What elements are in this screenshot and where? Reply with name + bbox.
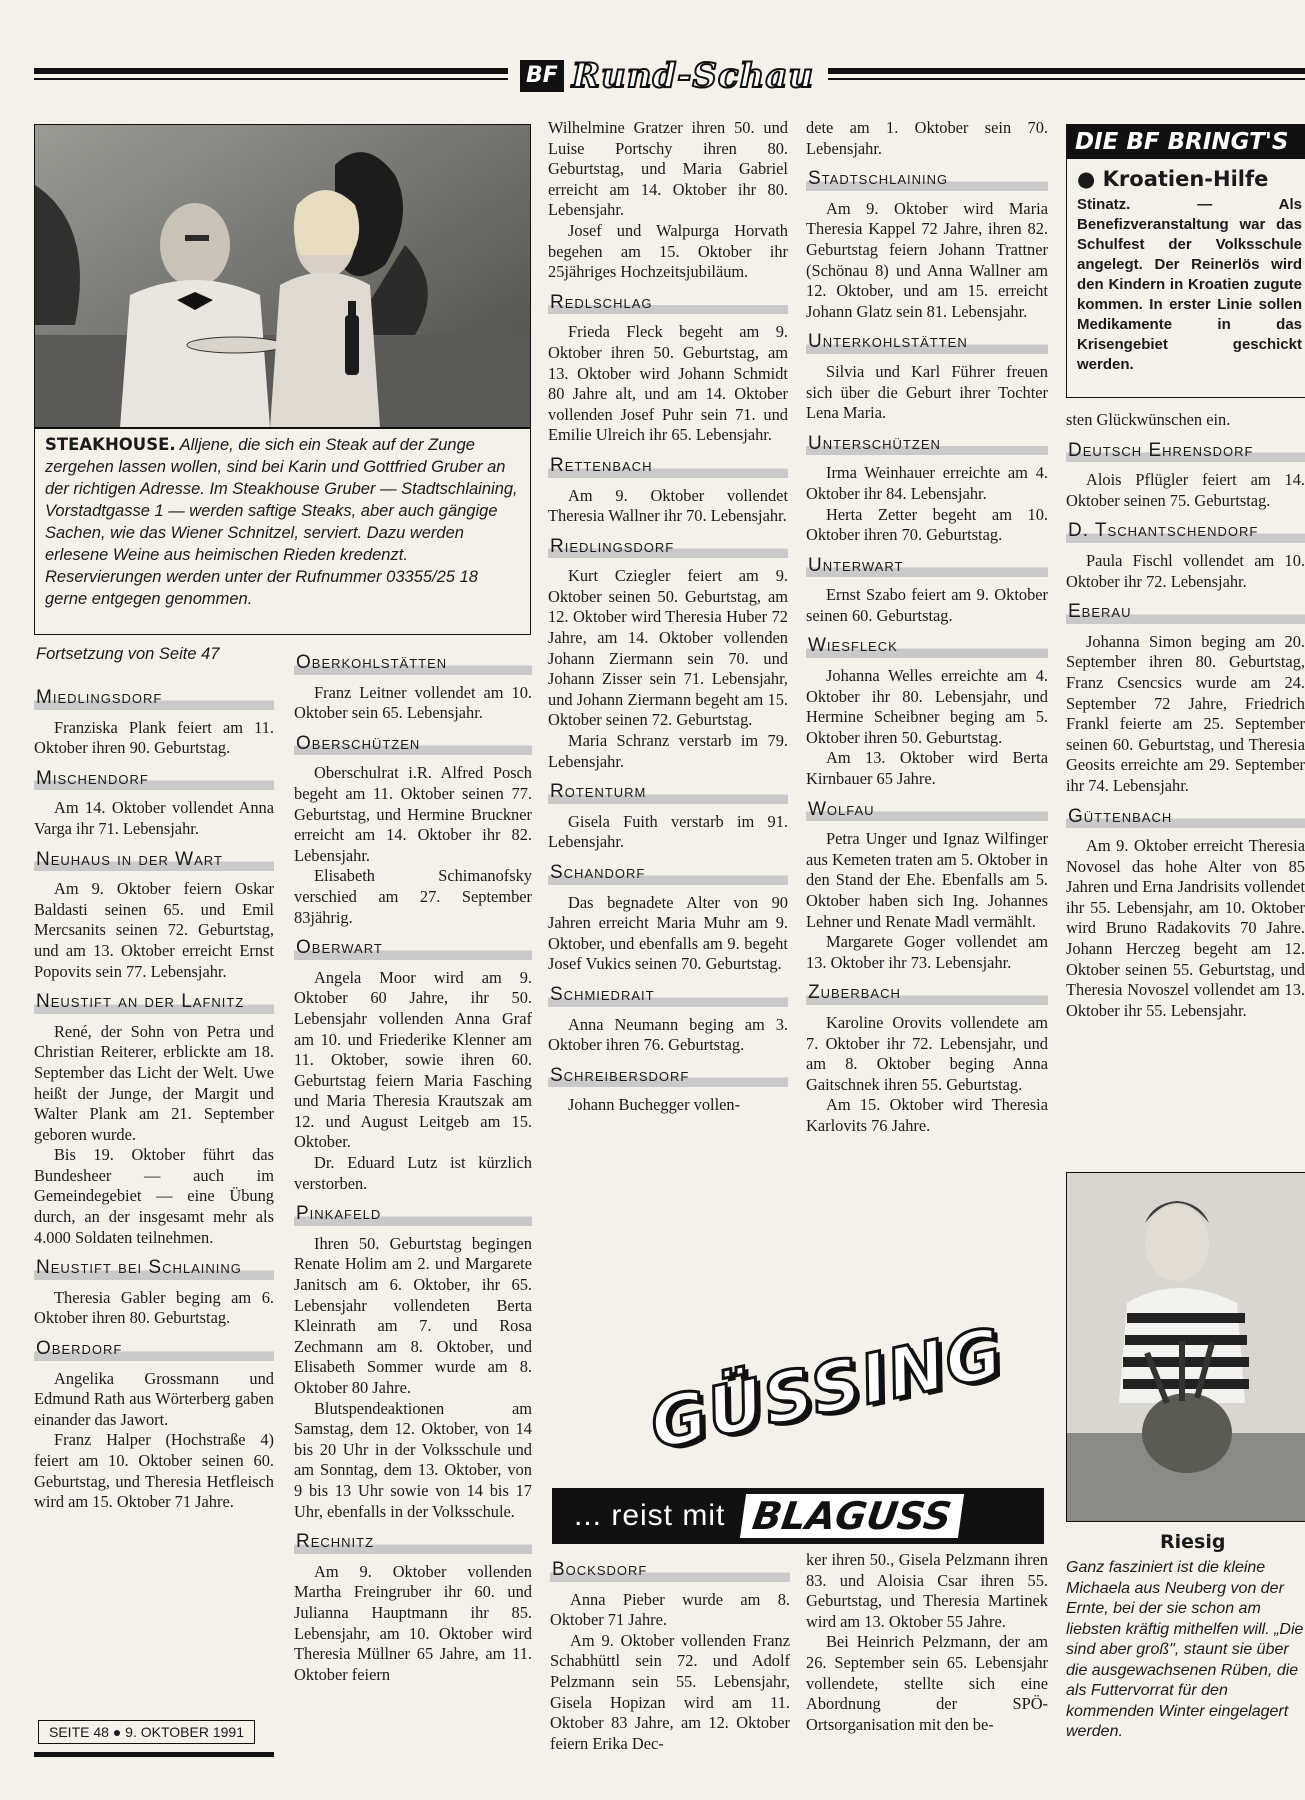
masthead-rule-left [34,68,508,74]
paragraph: Das begnadete Alter von 90 Jahren erreicht Maria Muhr am 9. Oktober, und ebenfalls am 9. begeht Josef Vukics seinen 70. Geburtstag. [548,892,788,974]
paragraph: Paula Fischl vollendet am 10. Oktober ihr 72. Lebensjahr. [1066,550,1305,591]
paragraph: Silvia und Karl Führer freuen sich über die Geburt ihrer Tochter Lena Maria. [806,361,1048,423]
paragraph: Anna Pieber wurde am 8. Oktober 71 Jahre. [550,1589,790,1630]
masthead-rule-right [828,68,1305,74]
paragraph: Ihren 50. Geburtstag begingen Renate Holim am 2. und Margarete Janitsch am 6. Oktober, ihr 65. Lebensjahr vollendeten Berta Kleinrath am 7. und Rosa Zechmann am 8. Oktober, und Elisabeth Sommer wurde am 8. Oktober 80 Jahre. [294,1233,532,1397]
section-heading: Wolfau [806,798,1048,824]
section-heading: Unterschützen [806,432,1048,458]
kroatien-hilfe-text: Stinatz. — Als Benefizveranstaltung war das Schulfest der Volksschule angelegt. Der Reinerlös wird den Kindern in Kroatien zugute kommen. In erster Linie sollen Medikamente in das Krisengebiet geschickt werden. [1077,196,1302,373]
section-heading: Oberkohlstätten [294,651,532,677]
section-heading: Pinkafeld [294,1202,532,1228]
section-title: Rund-Schau [571,56,815,96]
bf-logo: BF [520,60,564,92]
section-heading: Redlschlag [548,291,788,317]
section-heading: Eberau [1066,600,1305,626]
caption-text: Alljene, die sich ein Steak auf der Zunge zergehen lassen wollen, sind bei Karin und Gottfried Gruber an der richtigen Adresse. Im Steakhouse Gruber — Stadtschlaining, Vorstadtgasse 1 — werden saftige Steaks, aber auch gängige Sachen, wie das Wiener Schnitzel, serviert. Dazu werden erlesene Weine aus heimischen Rieden kredenzt. Reservierungen werden unter der Rufnummer 03355/25 18 gerne entgegen genommen. [45,436,518,608]
paragraph: Herta Zetter begeht am 10. Oktober ihren 70. Geburtstag. [806,504,1048,545]
paragraph: Am 15. Oktober wird Theresia Karlovits 76 Jahre. [806,1095,1048,1135]
section-heading: Oberschützen [294,732,532,758]
column-2 [294,643,532,1685]
column-1 [34,678,274,1513]
masthead [520,58,814,94]
paragraph: Theresia Gabler beging am 6. Oktober ihren 80. Geburtstag. [34,1287,274,1328]
guessing-column-right [806,1550,1048,1735]
paragraph: Am 9. Oktober vollenden Franz Schabhüttl sein 72. und Adolf Pelzmann sein 55. Lebensjahr, Gisela Hopizan wird am 11. Oktober 83 Jahre, am 12. Oktober feiern Erika Dec- [550,1630,790,1753]
issue-date: 9. OKTOBER 1991 [125,1724,244,1740]
paragraph: Bis 19. Oktober führt das Bundesheer — auch im Gemeindegebiet — eine Übung durch, an der insgesamt mehr als 4.000 Soldaten teilnehmen. [34,1145,274,1247]
section-heading: Oberdorf [34,1337,274,1363]
reist-mit-text: ... reist mit [574,1499,726,1532]
blaguss-brand: BLAGUSS [740,1494,964,1538]
section-heading: Bocksdorf [550,1558,790,1584]
paragraph: Johanna Welles erreichte am 4. Oktober ihr 80. Lebensjahr, und Hermine Scheibner beging am 5. Oktober ihren 50. Geburtstag. [806,666,1048,747]
caption-lead: STEAKHOUSE. [45,435,176,454]
paragraph: Gisela Fuith verstarb im 91. Lebensjahr. [548,811,788,852]
paragraph: dete am 1. Oktober sein 70. Lebensjahr. [806,118,1048,158]
section-heading: Neustift bei Schlaining [34,1256,274,1282]
paragraph: Karoline Orovits vollendete am 7. Oktober ihr 72. Lebensjahr, und am 8. Oktober beging Anna Gaitschnek ihren 55. Geburtstag. [806,1012,1048,1094]
steakhouse-photo [34,124,531,429]
paragraph: Johanna Simon beging am 20. September ihren 80. Geburtstag, Franz Csencsics wurde am 24. September 72 Jahre, Friedrich Frankl feierte am 25. September seinen 60. Geburtstag, und Theresia Geosits erreichte am 29. September ihr 74. Lebensjahr. [1066,631,1305,795]
paragraph: Margarete Goger vollendet am 13. Oktober ihr 73. Lebensjahr. [806,932,1048,972]
masthead-rule-left-thin [34,78,508,80]
section-heading: Rotenturm [548,780,788,806]
section-heading: Deutsch Ehrensdorf [1066,439,1305,465]
section-heading: Riedlingsdorf [548,535,788,561]
column-4 [806,118,1048,1137]
section-heading: Stadtschlaining [806,167,1048,193]
guessing-column-left [550,1550,790,1754]
section-heading: Neuhaus in der Wart [34,848,274,874]
guessing-logo: GÜSSING [643,1313,1011,1466]
continued-note: Fortsetzung von Seite 47 [36,645,220,663]
masthead-rule-right-thin [828,78,1305,80]
paragraph: Dr. Eduard Lutz ist kürzlich verstorben. [294,1153,532,1193]
paragraph: Franz Leitner vollendet am 10. Oktober sein 65. Lebensjahr. [294,682,532,723]
paragraph: Franziska Plank feiert am 11. Oktober ihren 90. Geburtstag. [34,717,274,758]
riesig-caption: Ganz fasziniert ist die kleine Michaela aus Neuberg von der Ernte, bei der sie schon am liebsten kräftig mithelfen will. „Die sind aber groß", staunt sie über die ausgewachsenen Rüben, die als Futtervorrat für den kommenden Winter eingelagert werden. [1066,1559,1304,1740]
section-heading: Rettenbach [548,454,788,480]
section-heading: Neustift an der Lafnitz [34,990,274,1016]
paragraph: Ernst Szabo feiert am 9. Oktober seinen 60. Geburtstag. [806,585,1048,625]
paragraph: Wilhelmine Gratzer ihren 50. und Luise Portschy ihren 80. Geburtstag, und Maria Gabriel erreicht am 14. Oktober ihr 80. Lebensjahr. [548,118,788,220]
column-5 [1066,410,1305,1021]
section-heading: D. Tschantschendorf [1066,519,1305,545]
section-heading: Zuberbach [806,981,1048,1007]
section-heading: Oberwart [294,936,532,962]
paragraph: Oberschulrat i.R. Alfred Posch begeht am 11. Oktober seinen 77. Geburtstag, und Hermine Bruckner erreicht am 14. Oktober ihr 82. Lebensjahr. [294,763,532,865]
paragraph: Kurt Cziegler feiert am 9. Oktober seinen 50. Geburtstag, am 12. Oktober wird Theresia Huber 72 Jahre, am 14. Oktober vollenden Johann Ziermann sein 70. und Johann Zisser sein 71. Lebensjahr, und Johann Ziermann begeht am 15. Oktober seinen 72. Geburtstag. [548,566,788,730]
section-heading: Unterwart [806,554,1048,580]
paragraph: Am 9. Oktober vollendet Theresia Wallner ihr 70. Lebensjahr. [548,485,788,526]
section-heading: Schreibersdorf [548,1064,788,1090]
paragraph: ker ihren 50., Gisela Pelzmann ihren 83. und Aloisia Csar ihren 55. Geburtstag, und Theresia Martinek wird am 13. Oktober 55 Jahre. [806,1550,1048,1631]
section-heading: Wiesfleck [806,634,1048,660]
bf-bringts-box [1066,124,1305,398]
paragraph: Alois Pflügler feiert am 14. Oktober seinen 75. Geburtstag. [1066,470,1305,510]
paragraph: Am 13. Oktober wird Berta Kirnbauer 65 Jahre. [806,748,1048,789]
blaguss-banner [552,1488,1044,1544]
paragraph: Elisabeth Schimanofsky verschied am 27. September 83jährig. [294,866,532,927]
paragraph: Petra Unger und Ignaz Wilfinger aus Kemeten traten am 5. Oktober in den Stand der Ehe. Ebenfalls am 5. Oktober haben sich Ing. Johannes Lehner und Renate Madl vermählt. [806,829,1048,931]
footer-rule [34,1752,274,1757]
paragraph: René, der Sohn von Petra und Christian Reiterer, erblickte am 18. September das Licht der Welt. Uwe heißt der Junge, der Margit und Walter Plank am 21. September geboren wurde. [34,1021,274,1144]
section-heading: Unterkohlstätten [806,330,1048,356]
section-heading: Schmiedrait [548,983,788,1009]
paragraph: Am 9. Oktober erreicht Theresia Novosel das hohe Alter von 85 Jahren und Erna Jandrisits vollendet ihr 55. Lebensjahr, am 10. Oktober wird Bruno Radakovits 70 Jahre. Johann Herczeg begeht am 12. Oktober seinen 55. Geburtstag, und Theresia Novoszel vollendet am 13. Oktober ihr 55. Lebensjahr. [1066,836,1305,1020]
section-heading: Rechnitz [294,1530,532,1556]
page-footer [38,1720,255,1744]
paragraph: Am 9. Oktober vollenden Martha Freingruber ihr 60. und Julianna Hauptmann ihr 85. Lebensjahr, am 10. Oktober wird Theresia Müllner 65 Jahre, am 11. Oktober feiern [294,1561,532,1684]
paragraph: Angelika Grossmann und Edmund Rath aus Wörterberg gaben einander das Jawort. [34,1368,274,1429]
paragraph: sten Glückwünschen ein. [1066,410,1231,429]
paragraph: Blutspendeaktionen am Samstag, dem 12. Oktober, von 14 bis 20 Uhr in der Volksschule und am Sonntag, dem 13. Oktober, von 9 bis 13 Uhr sowie von 14 bis 17 Uhr, ebenfalls in der Volksschule. [294,1398,532,1521]
paragraph: Frieda Fleck begeht am 9. Oktober ihren 50. Geburtstag, am 13. Oktober wird Johann Schmidt 80 Jahre alt, und am 14. Oktober vollenden Josef Puhr sein 71. und Emilie Ulreich ihr 65. Lebensjahr. [548,322,788,445]
section-heading: Miedlingsdorf [34,686,274,712]
paragraph: Bei Heinrich Pelzmann, der am 26. September sein 65. Lebensjahr vollendete, stellte sich eine Abordnung der SPÖ-Ortsorganisation mit den be- [806,1632,1048,1734]
paragraph: Am 9. Oktober feiern Oskar Baldasti seinen 65. und Emil Mercsanits seinen 72. Geburtstag, und am 13. Oktober erreicht Ernst Popovits sein 77. Lebensjahr. [34,879,274,981]
riesig-photo [1066,1172,1305,1522]
riesig-title: Riesig [1160,1531,1226,1553]
paragraph: Maria Schranz verstarb im 79. Lebensjahr. [548,731,788,771]
footer-bullet: ● [112,1724,122,1740]
bf-bringts-banner: DIE BF BRINGT'S [1067,125,1305,159]
paragraph: Anna Neumann beging am 3. Oktober ihren 76. Geburtstag. [548,1014,788,1055]
page-number: SEITE 48 [49,1724,109,1740]
section-heading: Güttenbach [1066,805,1305,831]
paragraph: Angela Moor wird am 9. Oktober 60 Jahre, ihr 50. Lebensjahr vollenden Anna Graf am 10. und Friederike Klenner am 11. Oktober, sowie ihren 60. Geburtstag feiern Maria Fasching und Maria Theresia Krautszak am 12. und August Leitgeb am 15. Oktober. [294,967,532,1152]
paragraph: Am 14. Oktober vollendet Anna Varga ihr 71. Lebensjahr. [34,798,274,838]
steakhouse-caption [34,427,531,635]
section-heading: Mischendorf [34,767,274,793]
paragraph: Am 9. Oktober wird Maria Theresia Kappel 72 Jahre, ihren 82. Geburtstag feiern Johann Trattner (Schönau 8) und Anna Wallner am 12. Oktober, und am 15. erreicht Johann Glatz sein 81. Lebensjahr. [806,198,1048,321]
paragraph: Johann Buchegger vollen- [568,1095,741,1115]
paragraph: Irma Weinhauer erreichte am 4. Oktober ihr 84. Lebensjahr. [806,463,1048,503]
column-3 [548,118,788,1116]
kroatien-hilfe-title: ● Kroatien-Hilfe [1077,167,1269,191]
section-heading: Schandorf [548,861,788,887]
paragraph: Franz Halper (Hochstraße 4) feiert am 10. Oktober seinen 60. Geburtstag, und Theresia Hetfleisch wird am 15. Oktober 71 Jahre. [34,1430,274,1512]
paragraph: Josef und Walpurga Horvath begehen am 15. Oktober ihr 25jähriges Hochzeitsjubiläum. [548,220,788,282]
